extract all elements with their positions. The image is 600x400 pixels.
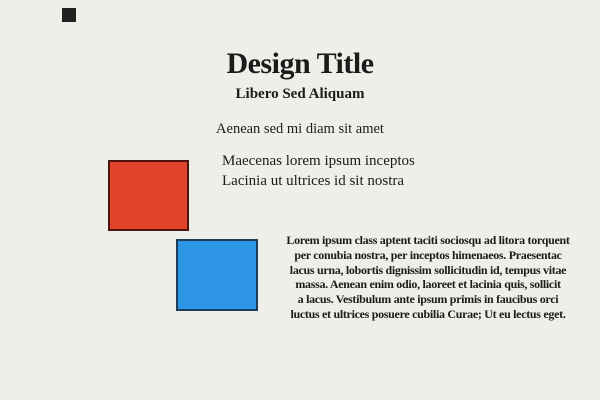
intro-text-block bbox=[222, 152, 415, 191]
paragraph-line: massa. Aenean enim odio, laoreet et lacinia quis, sollicit bbox=[295, 277, 561, 292]
intro-line: Lacinia ut ultrices id sit nostra bbox=[222, 172, 405, 189]
intro-line: Maecenas lorem ipsum inceptos bbox=[222, 153, 415, 169]
paragraph-line: luctus et ultrices posuere cubilia Curae; Ut eu lectus eget. bbox=[290, 306, 566, 321]
page-subtitle: Libero Sed Aliquam bbox=[235, 86, 365, 102]
paragraph-line: lacus urna, lobortis dignissim sollicitudin id, tempus vitae bbox=[289, 262, 567, 277]
tagline-text: Aenean sed mi diam sit amet bbox=[216, 121, 384, 137]
page-title: Design Title bbox=[226, 47, 374, 80]
paragraph-line: per conubia nostra, per inceptos himenaeos. Praesentac bbox=[294, 247, 562, 262]
blue-square-shape bbox=[176, 239, 258, 311]
logo-square-icon bbox=[62, 8, 76, 22]
paragraph-line: a lacus. Vestibulum ante ipsum primis in faucibus orci bbox=[297, 292, 559, 307]
paragraph-line: Lorem ipsum class aptent taciti sociosqu ad litora torquent bbox=[286, 233, 570, 247]
body-paragraph bbox=[272, 233, 584, 322]
red-square-shape bbox=[108, 160, 189, 231]
